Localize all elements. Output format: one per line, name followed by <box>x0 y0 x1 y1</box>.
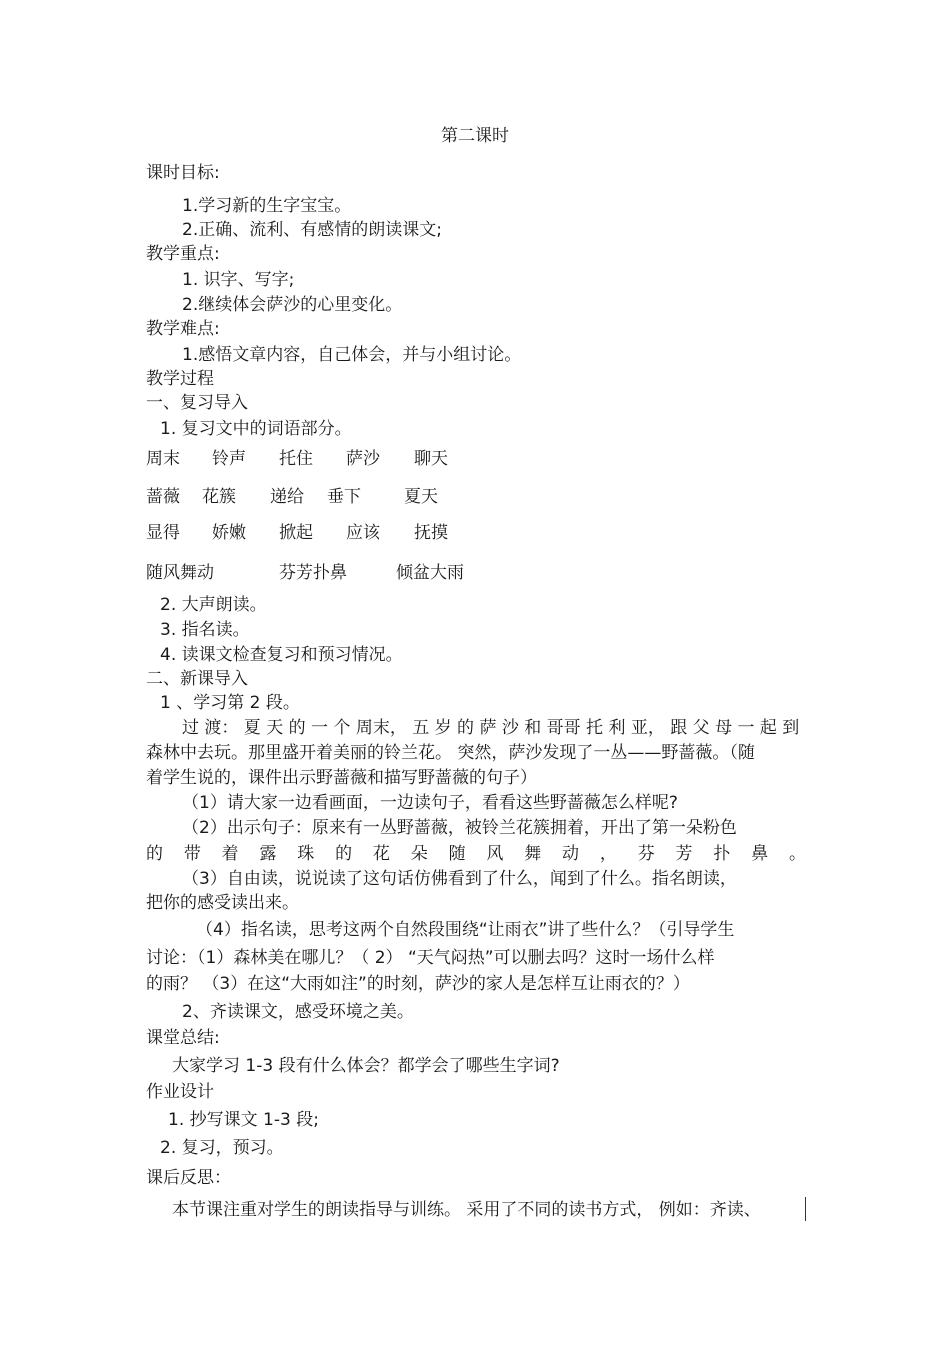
vocab-word: 垂下 <box>327 487 361 507</box>
vocab-word: 显得 <box>146 523 180 543</box>
question-text: 讨论：（1）森林美在哪儿？（ 2） “天气闷热”可以删去吗？这时一场什么样 <box>146 948 715 968</box>
text-cursor-mark <box>805 1197 806 1221</box>
transition-text: 着学生说的，课件出示野蔷薇和描写野蔷薇的句子） <box>146 768 537 788</box>
vocab-word: 娇嫩 <box>212 523 246 543</box>
vocab-word: 掀起 <box>279 523 313 543</box>
question-text: 的 带 着 露 珠 的 花 朵 随 风 舞 动 ， 芬 芳 扑 鼻 。 <box>146 844 806 864</box>
transition-text: 过 渡： 夏 天 的 一 个 周末， 五 岁 的 萨 沙 和 哥哥 托 利 亚， 跟 父 母 一 起 到 <box>182 718 800 738</box>
summary-text: 大家学习 1-3 段有什么体会？都学会了哪些生字词? <box>172 1056 560 1076</box>
question-text: 的雨？ （3）在这“大雨如注”的时刻，萨沙的家人是怎样互让雨衣的？） <box>146 974 690 994</box>
difficulty-item: 1.感悟文章内容，自己体会，并与小组讨论。 <box>182 345 522 365</box>
transition-text: 森林中去玩。那里盛开着美丽的铃兰花。 突然，萨沙发现了一丛——野蔷薇。（随 <box>146 743 755 763</box>
homework-heading: 作业设计 <box>146 1082 214 1102</box>
vocab-word: 花簇 <box>202 487 236 507</box>
vocab-word: 递给 <box>270 487 304 507</box>
vocab-word: 芬芳扑鼻 <box>279 563 347 583</box>
reflection-text: 本节课注重对学生的朗读指导与训练。 采用了不同的读书方式， 例如：齐读、 <box>172 1200 761 1220</box>
summary-heading: 课堂总结: <box>146 1028 220 1048</box>
question-text: 把你的感受读出来。 <box>146 893 299 913</box>
key-point-item: 1. 识字、写字; <box>182 270 295 290</box>
section1-heading: 一、复习导入 <box>146 393 248 413</box>
goals-heading: 课时目标: <box>146 163 220 183</box>
question-text: （3）自由读，说说读了这句话仿佛看到了什么，闻到了什么。指名朗读， <box>182 869 737 889</box>
vocab-word: 应该 <box>346 523 380 543</box>
section1-step: 2. 大声朗读。 <box>160 595 267 615</box>
section2-subheading: 2、齐读课文，感受环境之美。 <box>182 1002 414 1022</box>
vocab-word: 周末 <box>146 449 180 469</box>
section1-step: 4. 读课文检查复习和预习情况。 <box>160 645 403 665</box>
key-point-item: 2.继续体会萨沙的心里变化。 <box>182 295 403 315</box>
section2-subheading: 1 、学习第 2 段。 <box>160 693 300 713</box>
question-text: （4）指名读，思考这两个自然段围绕“让雨衣”讲了些什么？（引导学生 <box>196 920 735 940</box>
section1-step: 3. 指名读。 <box>160 620 250 640</box>
vocab-word: 聊天 <box>414 449 448 469</box>
question-text: （2）出示句子：原来有一丛野蔷薇，被铃兰花簇拥着，开出了第一朵粉色 <box>182 818 737 838</box>
section1-step: 1. 复习文中的词语部分。 <box>160 419 352 439</box>
vocab-word: 随风舞动 <box>146 563 214 583</box>
process-heading: 教学过程 <box>146 369 214 389</box>
difficulties-heading: 教学难点: <box>146 319 220 339</box>
homework-item: 2. 复习，预习。 <box>160 1138 284 1158</box>
question-text: （1）请大家一边看画面，一边读句子，看看这些野蔷薇怎么样呢? <box>182 793 678 813</box>
vocab-word: 蔷薇 <box>146 487 180 507</box>
vocab-word: 萨沙 <box>346 449 380 469</box>
vocab-word: 铃声 <box>212 449 246 469</box>
goal-item: 1.学习新的生字宝宝。 <box>182 196 352 216</box>
homework-item: 1. 抄写课文 1-3 段; <box>168 1110 319 1130</box>
vocab-word: 托住 <box>279 449 313 469</box>
reflection-heading: 课后反思： <box>146 1168 231 1188</box>
vocab-word: 夏天 <box>404 487 438 507</box>
page-title: 第二课时 <box>441 126 509 146</box>
goal-item: 2.正确、流利、有感情的朗读课文; <box>182 220 442 240</box>
key-points-heading: 教学重点: <box>146 244 220 264</box>
vocab-word: 抚摸 <box>414 523 448 543</box>
vocab-word: 倾盆大雨 <box>396 563 464 583</box>
section2-heading: 二、新课导入 <box>146 669 248 689</box>
